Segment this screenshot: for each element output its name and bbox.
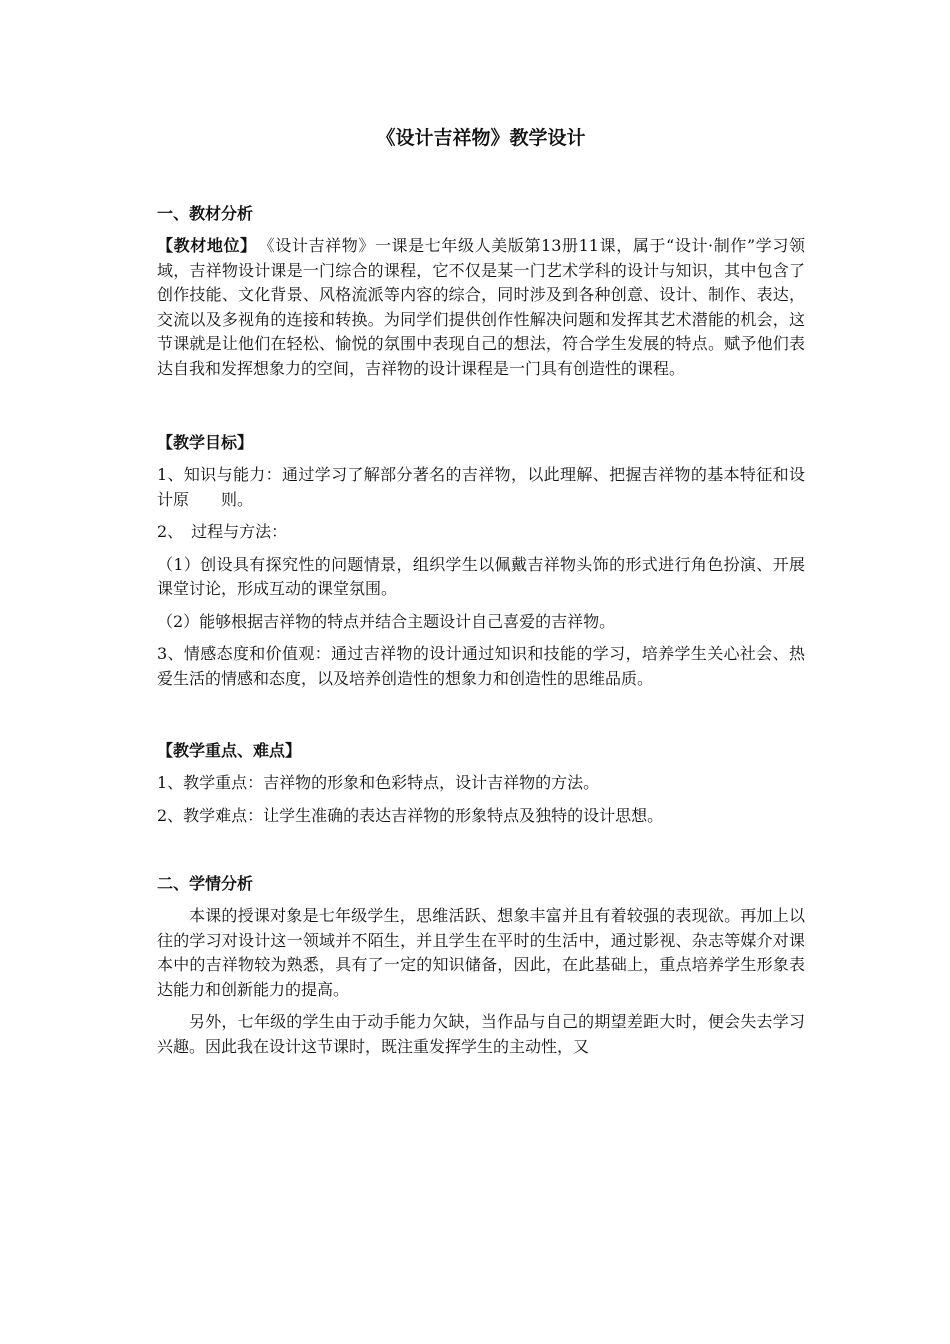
section-heading-textbook-analysis: 一、教材分析 xyxy=(157,204,254,223)
key-point: 1、教学重点：吉祥物的形象和色彩特点，设计吉祥物的方法。 xyxy=(157,773,600,792)
spacer xyxy=(157,836,805,872)
goal-process-method: 2、 过程与方法： xyxy=(157,522,288,541)
goal-process-method-item-1: （1）创设具有探究性的问题情景，组织学生以佩戴吉祥物头饰的形式进行角色扮演、开展课堂讨论，形成互动的课堂氛围。 xyxy=(157,554,805,598)
document-page xyxy=(157,118,805,1067)
learner-analysis-paragraph-2: 另外，七年级的学生由于动手能力欠缺，当作品与自己的期望差距大时，便会失去学习兴趣。因此我在设计这节课时，既注重发挥学生的主动性，又 xyxy=(157,1012,805,1056)
spacer xyxy=(157,389,805,431)
goal-emotion-attitude-values: 3、情感态度和价值观：通过吉祥物的设计通过知识和技能的学习，培养学生关心社会、热爱生活的情感和态度，以及培养创造性的想象力和创造性的思维品质。 xyxy=(157,644,805,688)
section-heading-learner-analysis: 二、学情分析 xyxy=(157,874,254,893)
goal-knowledge-ability: 1、知识与能力：通过学习了解部分著名的吉祥物，以此理解、把握吉祥物的基本特征和设计原 则。 xyxy=(157,465,805,509)
difficult-point: 2、教学难点：让学生准确的表达吉祥物的形象特点及独特的设计思想。 xyxy=(157,805,664,825)
teaching-goals-heading: 【教学目标】 xyxy=(157,433,254,452)
key-difficult-points-heading: 【教学重点、难点】 xyxy=(157,741,302,760)
textbook-position-text: 《设计吉祥物》一课是七年级人美版第13册11课，属于“设计·制作”学习领域，吉祥物设计课是一门综合的课程，它不仅是某一门艺术学科的设计与知识，其中包含了创作技能、文化背景、风格流派等内容的综合，同时涉及到各种创意、设计、制作、表达，交流以及多视角的连接和转换。为同学们提供创作性解决问题和发挥其艺术潜能的机会，这节课就是让他们在轻松、愉悦的氛围中表现自己的想法，符合学生发展的特点。赋予他们表达自我和发挥想象力的空间，吉祥物的设计课程是一门具有创造性的课程。 xyxy=(157,236,805,378)
goal-process-method-item-2: （2）能够根据吉祥物的特点并结合主题设计自己喜爱的吉祥物。 xyxy=(157,611,616,631)
textbook-position-paragraph xyxy=(157,234,805,381)
learner-analysis-paragraph-1: 本课的授课对象是七年级学生，思维活跃、想象丰富并且有着较强的表现欲。再加上以往的学习对设计这一领域并不陌生，并且学生在平时的生活中，通过影视、杂志等媒介对课本中的吉祥物较为熟悉，具有了一定的知识储备，因此，在此基础上，重点培养学生形象表达能力和创新能力的提高。 xyxy=(157,906,805,999)
spacer xyxy=(157,699,805,739)
document-title: 《设计吉祥物》教学设计 xyxy=(376,127,586,149)
textbook-position-label: 【教材地位】 xyxy=(157,236,257,255)
